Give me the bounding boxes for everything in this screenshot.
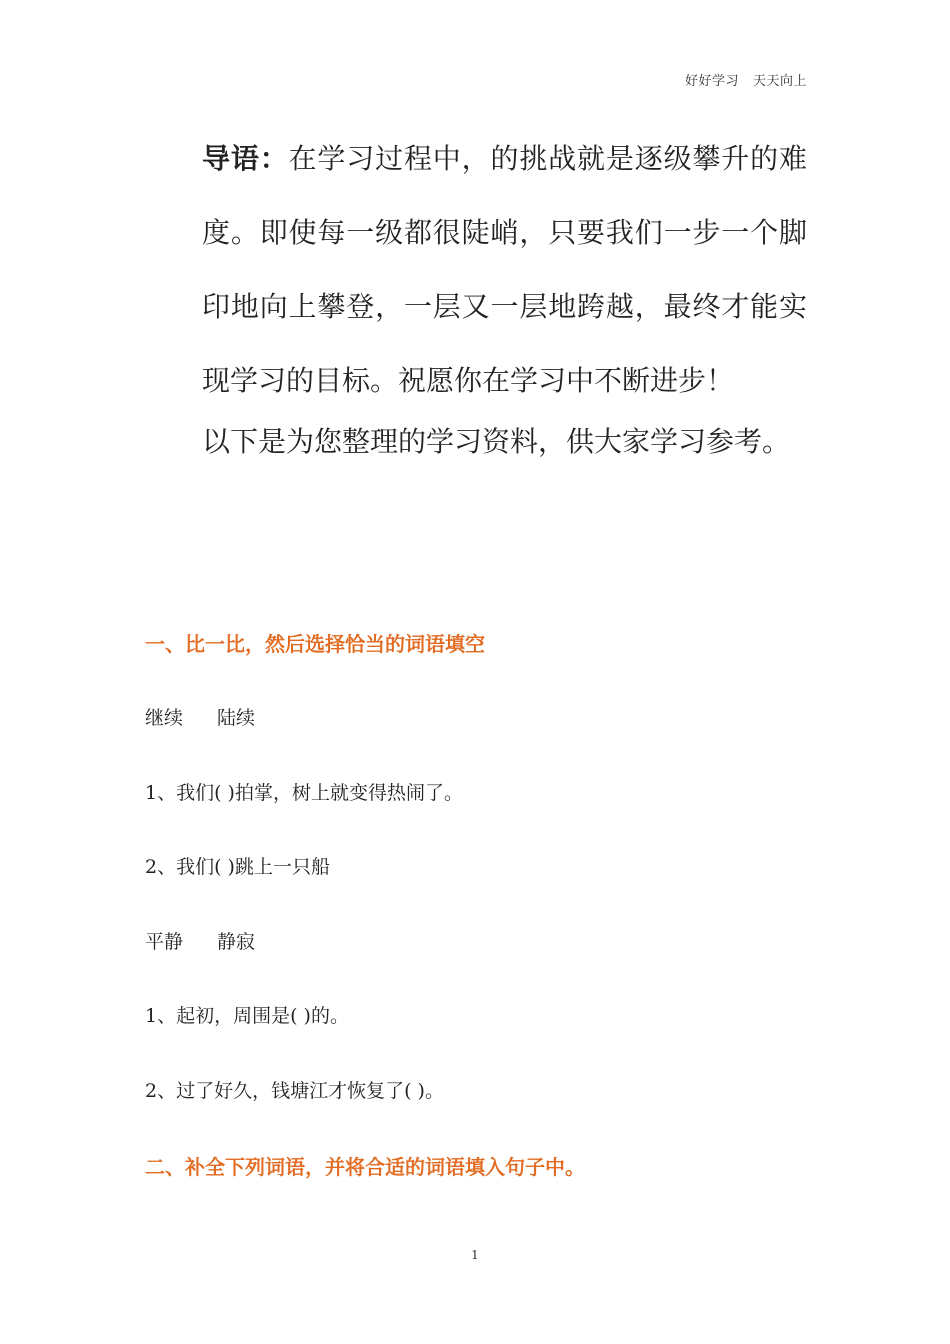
question-item: 2、我们( )跳上一只船 <box>145 856 330 878</box>
word-option: 继续 <box>145 707 184 729</box>
question-item: 2、过了好久，钱塘江才恢复了( )。 <box>145 1080 444 1102</box>
question-item: 1、我们( )拍掌，树上就变得热闹了。 <box>145 782 463 804</box>
word-option: 静寂 <box>217 931 256 953</box>
word-pair-1 <box>145 703 255 730</box>
header-right-text: 天天向上 <box>752 74 807 89</box>
word-option: 陆续 <box>217 707 256 729</box>
question-item: 1、起初，周围是( )的。 <box>145 1005 349 1027</box>
intro-body: 在学习过程中，的挑战就是逐级攀升的难度。即使每一级都很陡峭，只要我们一步一个脚印地向上攀登，一层又一层地跨越，最终才能实现学习的目标。祝愿你在学习中不断进步！ <box>202 142 807 397</box>
intro-paragraph <box>145 122 807 418</box>
intro-second-paragraph: 以下是为您整理的学习资料，供大家学习参考。 <box>202 425 791 458</box>
section-1-heading: 一、比一比，然后选择恰当的词语填空 <box>145 632 485 656</box>
intro-lead: 导语： <box>202 142 289 175</box>
word-option: 平静 <box>145 931 184 953</box>
section-2-heading: 二、补全下列词语，并将合适的词语填入句子中。 <box>145 1155 585 1179</box>
page-header <box>685 70 807 89</box>
page-number: 1 <box>471 1248 479 1262</box>
word-pair-2 <box>145 927 255 954</box>
header-left-text: 好好学习 <box>684 74 739 89</box>
